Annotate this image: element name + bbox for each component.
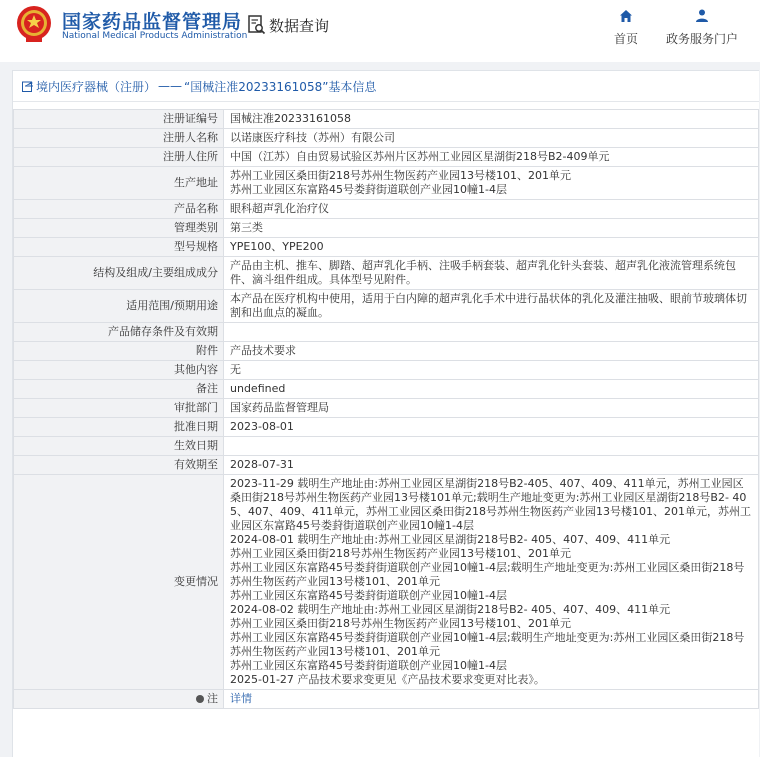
field-value <box>224 342 759 361</box>
field-value <box>224 380 759 399</box>
breadcrumb-separator: —— <box>158 79 183 93</box>
field-value-text: undefined <box>230 382 286 395</box>
table-row <box>14 219 759 238</box>
table-row <box>14 290 759 323</box>
field-value <box>224 219 759 238</box>
table-row <box>14 380 759 399</box>
table-row <box>14 148 759 167</box>
field-label: 结构及组成/主要组成成分 <box>14 257 224 290</box>
table-row <box>14 437 759 456</box>
nav-gov-service-portal[interactable] <box>664 8 740 47</box>
note-icon <box>196 695 204 703</box>
field-label: 生效日期 <box>14 437 224 456</box>
site-name-cn: 国家药品监督管理局 <box>62 11 243 33</box>
field-label: 管理类别 <box>14 219 224 238</box>
field-value-text: YPE100、YPE200 <box>230 240 324 253</box>
field-label: 其他内容 <box>14 361 224 380</box>
user-icon <box>694 8 710 24</box>
field-label: 附件 <box>14 342 224 361</box>
breadcrumb-category-link[interactable]: 境内医疗器械（注册） <box>36 79 157 94</box>
data-query-label: 数据查询 <box>269 16 330 35</box>
field-value-text: 以诺康医疗科技（苏州）有限公司 <box>230 131 395 144</box>
table-row <box>14 475 759 690</box>
field-value <box>224 399 759 418</box>
table-row <box>14 456 759 475</box>
field-value <box>224 110 759 129</box>
field-value <box>224 323 759 342</box>
nav-gov-service-portal-label: 政务服务门户 <box>665 32 738 46</box>
note-label-cell <box>14 690 224 709</box>
field-label: 注册人住所 <box>14 148 224 167</box>
field-value <box>224 257 759 290</box>
field-value-text <box>230 439 754 453</box>
table-row <box>14 418 759 437</box>
field-label: 注册人名称 <box>14 129 224 148</box>
location-icon <box>22 80 34 92</box>
detail-link[interactable]: 详情 <box>230 692 252 705</box>
registration-info-table <box>13 109 759 709</box>
table-row <box>14 167 759 200</box>
field-label: 审批部门 <box>14 399 224 418</box>
field-value <box>224 290 759 323</box>
national-emblem-icon <box>14 4 54 44</box>
field-label: 备注 <box>14 380 224 399</box>
field-value <box>224 418 759 437</box>
field-label: 有效期至 <box>14 456 224 475</box>
detail-panel <box>12 70 759 757</box>
table-row <box>14 129 759 148</box>
field-value <box>224 475 759 690</box>
table-row <box>14 323 759 342</box>
field-value-text: 产品由主机、推车、脚踏、超声乳化手柄、注吸手柄套装、超声乳化针头套装、超声乳化液流管理系统包件、滴斗组件组成。具体型号见附件。 <box>230 259 736 286</box>
field-value <box>224 361 759 380</box>
field-label: 注册证编号 <box>14 110 224 129</box>
table-row <box>14 238 759 257</box>
field-value-text: 产品技术要求 <box>230 344 296 357</box>
field-value-text: 2023-11-29 载明生产地址由:苏州工业园区星湖街218号B2-405、407、409、411单元，苏州工业园区桑田街218号苏州生物医药产业园13号楼101单元;载明生产地址变更为:苏州工业园区星湖街218号B2- 405、407、409、411单元，苏州工业园区桑田街218号苏州生物医药产业园13号楼101、201单元，苏州工业园区东富路45号娄葑街道联创产业园10幢1-4层 2024-08-01 载明生产地址由:苏州工业园区星湖街218号B2- 405、407、409、411单元 苏州工业园区桑田街218号苏州生物医药产业园13号楼101、201单元 苏州工业园区东富路45号娄葑街道联创产业园10幢1-4层;载明生产地址变更为:苏州工业园区桑田街218号苏州生物医药产业园13号楼101、201单元 苏州工业园区东富路45号娄葑街道联创产业园10幢1-4层 2024-08-02 载明生产地址由:苏州工业园区星湖街218号B2- 405、407、409、411单元 苏州工业园区桑田街218号苏州生物医药产业园13号楼101、201单元 苏州工业园区东富路45号娄葑街道联创产业园10幢1-4层;载明生产地址变更为:苏州工业园区桑田街218号苏州生物医药产业园13号楼101、201单元 苏州工业园区东富路45号娄葑街道联创产业园10幢1-4层 2025-01-27 产品技术要求变更见《产品技术要求变更对比表》。 <box>230 477 751 686</box>
field-label: 型号规格 <box>14 238 224 257</box>
nav-home-label: 首页 <box>613 32 638 46</box>
breadcrumb <box>13 71 759 102</box>
field-value <box>224 238 759 257</box>
field-label: 生产地址 <box>14 167 224 200</box>
field-value-text: 无 <box>230 363 241 376</box>
field-value-text: 国家药品监督管理局 <box>230 401 329 414</box>
field-value <box>224 167 759 200</box>
field-value-text: 眼科超声乳化治疗仪 <box>230 202 329 215</box>
field-value <box>224 129 759 148</box>
field-value-text: 2023-08-01 <box>230 420 294 433</box>
table-row <box>14 200 759 219</box>
field-value-text: 第三类 <box>230 221 263 234</box>
field-value <box>224 148 759 167</box>
nav-home[interactable] <box>612 8 640 47</box>
field-value-text: 苏州工业园区桑田街218号苏州生物医药产业园13号楼101、201单元 苏州工业园区东富路45号娄葑街道联创产业园10幢1-4层 <box>230 169 571 196</box>
table-row <box>14 361 759 380</box>
field-value-text <box>230 325 754 339</box>
data-query-button[interactable] <box>248 14 329 36</box>
field-label: 批准日期 <box>14 418 224 437</box>
field-label: 产品名称 <box>14 200 224 219</box>
field-label: 产品储存条件及有效期 <box>14 323 224 342</box>
note-row <box>14 690 759 709</box>
note-label: 注 <box>207 692 218 705</box>
home-icon <box>618 8 634 24</box>
site-name-en: National Medical Products Administration <box>62 31 248 41</box>
field-value-text: 本产品在医疗机构中使用，适用于白内障的超声乳化手术中进行晶状体的乳化及灌注抽吸、眼前节玻璃体切割和出血点的凝血。 <box>230 292 747 319</box>
field-label: 适用范围/预期用途 <box>14 290 224 323</box>
site-header <box>0 0 760 62</box>
field-value <box>224 437 759 456</box>
field-label: 变更情况 <box>14 475 224 690</box>
table-row <box>14 257 759 290</box>
field-value <box>224 200 759 219</box>
field-value-text: 国械注准20233161058 <box>230 112 351 125</box>
document-search-icon <box>248 15 266 35</box>
note-value-cell <box>224 690 759 709</box>
field-value-text: 中国（江苏）自由贸易试验区苏州片区苏州工业园区星湖街218号B2-409单元 <box>230 150 610 163</box>
breadcrumb-title: “国械注准20233161058”基本信息 <box>184 79 377 94</box>
table-row <box>14 110 759 129</box>
table-row <box>14 399 759 418</box>
field-value <box>224 456 759 475</box>
table-row <box>14 342 759 361</box>
field-value-text: 2028-07-31 <box>230 458 294 471</box>
